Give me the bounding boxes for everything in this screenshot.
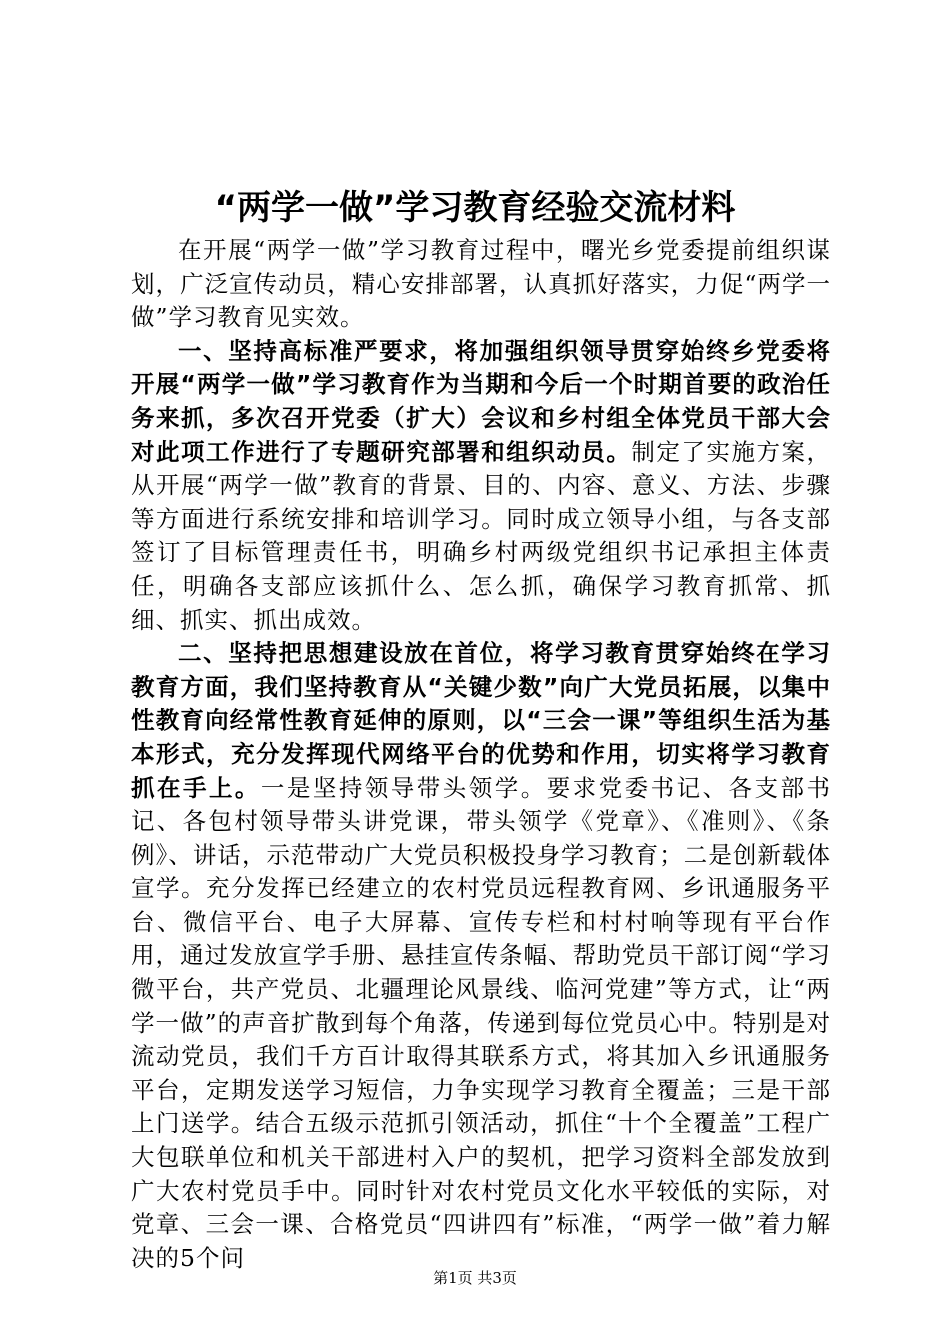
paragraph-text: 一是坚持领导带头领学。要求党委书记、各支部书记、各包村领导带头讲党课，带头领学《党章》、《准则》、《条例》、讲话，示范带动广大党员积极投身学习教育；二是创新载体宣学。充分发挥已经建立的农村党员远程教育网、乡讯通服务平台、微信平台、电子大屏幕、宣传专栏和村村响等现有平台作用，通过发放宣学手册、悬挂宣传条幅、帮助党员干部订阅“学习微平台，共产党员、北疆理论风景线、临河党建”等方式，让“两学一做”的声音扩散到每个角落，传递到每位党员心中。特别是对流动党员，我们千方百计取得其联系方式，将其加入乡讯通服务平台，定期发送学习短信，力争实现学习教育全覆盖；三是干部上门送学。结合五级示范抓引领活动，抓住“十个全覆盖”工程广大包联单位和机关干部进村入户的契机，把学习资料全部发放到广大农村党员手中。同时针对农村党员文化水平较低的实际，对党章、三会一课、合格党员“四讲四有”标准，“两学一做”着力解决的5个问 <box>131 773 832 1272</box>
paragraph-text: 在开展“两学一做”学习教育过程中，曙光乡党委提前组织谋划，广泛宣传动员，精心安排部署，认真抓好落实，力促“两学一做”学习教育见实效。 <box>131 236 831 332</box>
intro-paragraph <box>131 234 831 335</box>
document-title: “两学一做”学习教育经验交流材料 <box>214 188 736 228</box>
section-one-heading: 一、坚持高标准严要求，将加强组织领导贯穿始终乡党委将开展“两学一做”学习教育作为当期和今后一个时期首要的政治任务来抓，多次召开党委（扩大）会议和乡村组全体党员干部大会对此项工作进行了专题研究部署和组织动员。 <box>131 336 831 466</box>
section-one-paragraph <box>131 335 831 637</box>
section-two-heading: 二、坚持把思想建设放在首位，将学习教育贯穿始终在学习教育方面，我们坚持教育从“关键少数”向广大党员拓展，以集中性教育向经常性教育延伸的原则，以“三会一课”等组织生活为基本形式，充分发挥现代网络平台的优势和作用，切实将学习教育抓在手上。 <box>131 639 831 802</box>
paragraph-text: 制定了实施方案，从开展“两学一做”教育的背景、目的、内容、意义、方法、步骤等方面进行系统安排和培训学习。同时成立领导小组，与各支部签订了目标管理责任书，明确乡村两级党组织书记承担主体责任，明确各支部应该抓什么、怎么抓，确保学习教育抓常、抓细、抓实、抓出成效。 <box>131 437 832 634</box>
page-number-footer: 第1页 共3页 <box>433 1269 517 1287</box>
section-two-paragraph <box>131 637 831 1275</box>
document-body <box>131 234 831 1275</box>
